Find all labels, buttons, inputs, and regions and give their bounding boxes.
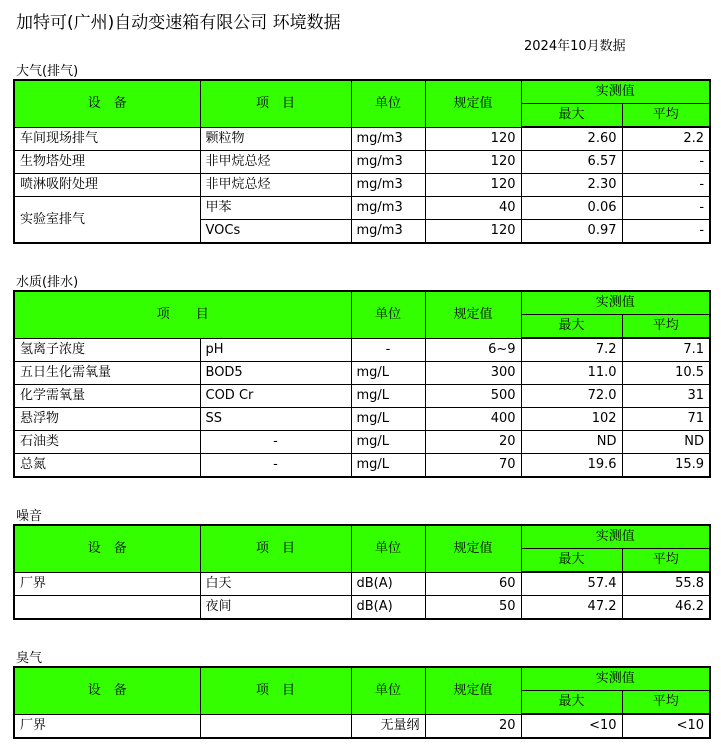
cell-avg: <10 — [622, 714, 710, 738]
header-measured: 实测值 — [521, 667, 710, 691]
cell-max: 47.2 — [521, 596, 622, 620]
section-noise-title: 噪音 — [16, 509, 43, 524]
cell-avg: 31 — [622, 385, 710, 408]
cell-item: 非甲烷总烃 — [200, 174, 351, 197]
table-row — [14, 596, 710, 620]
water-table — [13, 290, 711, 478]
table-row — [14, 572, 710, 596]
cell-unit: dB(A) — [351, 572, 425, 596]
cell-max: 19.6 — [521, 454, 622, 478]
cell-equipment: 喷淋吸附处理 — [14, 174, 200, 197]
section-air-title: 大气(排气) — [16, 64, 79, 79]
cell-equipment: 实验室排气 — [14, 197, 200, 244]
header-equipment: 设 备 — [14, 525, 200, 572]
cell-avg: - — [622, 174, 710, 197]
cell-name: 总氮 — [14, 454, 200, 478]
cell-max: 11.0 — [521, 362, 622, 385]
table-row — [14, 362, 710, 385]
table-row — [14, 454, 710, 478]
cell-standard: 120 — [425, 220, 521, 244]
cell-avg: 55.8 — [622, 572, 710, 596]
page-title: 加特可(广州)自动变速箱有限公司 环境数据 — [16, 13, 341, 33]
cell-name: 化学需氧量 — [14, 385, 200, 408]
header-item: 项 目 — [200, 525, 351, 572]
cell-item: 夜间 — [200, 596, 351, 620]
section-odor-title: 臭气 — [16, 651, 43, 666]
cell-avg: - — [622, 197, 710, 220]
cell-standard: 120 — [425, 151, 521, 174]
cell-standard: 20 — [425, 431, 521, 454]
cell-unit: mg/m3 — [351, 220, 425, 244]
table-row — [14, 714, 710, 738]
cell-max: 6.57 — [521, 151, 622, 174]
cell-item: 颗粒物 — [200, 127, 351, 151]
header-unit: 单位 — [351, 80, 425, 127]
cell-standard: 70 — [425, 454, 521, 478]
cell-max: 7.2 — [521, 338, 622, 362]
table-row — [14, 127, 710, 151]
cell-unit: mg/L — [351, 408, 425, 431]
header-equipment: 设 备 — [14, 667, 200, 714]
cell-avg: 10.5 — [622, 362, 710, 385]
header-measured: 实测值 — [521, 291, 710, 315]
cell-unit: 无量纲 — [351, 714, 425, 738]
cell-avg: 2.2 — [622, 127, 710, 151]
header-item: 项 目 — [200, 667, 351, 714]
table-row — [14, 408, 710, 431]
header-item: 项 目 — [14, 291, 351, 338]
cell-unit: mg/L — [351, 431, 425, 454]
header-unit: 单位 — [351, 525, 425, 572]
header-standard: 规定值 — [425, 291, 521, 338]
cell-avg: 7.1 — [622, 338, 710, 362]
table-row — [14, 385, 710, 408]
header-max: 最大 — [521, 549, 622, 573]
cell-unit: mg/L — [351, 385, 425, 408]
cell-standard: 300 — [425, 362, 521, 385]
cell-code: - — [200, 454, 351, 478]
header-unit: 单位 — [351, 291, 425, 338]
header-equipment: 设 备 — [14, 80, 200, 127]
cell-item — [200, 714, 351, 738]
cell-avg: 46.2 — [622, 596, 710, 620]
cell-avg: 71 — [622, 408, 710, 431]
cell-standard: 50 — [425, 596, 521, 620]
cell-code: SS — [200, 408, 351, 431]
cell-avg: 15.9 — [622, 454, 710, 478]
header-avg: 平均 — [622, 104, 710, 128]
cell-unit: - — [351, 338, 425, 362]
cell-avg: ND — [622, 431, 710, 454]
cell-standard: 400 — [425, 408, 521, 431]
table-row — [14, 151, 710, 174]
cell-item: VOCs — [200, 220, 351, 244]
cell-max: 2.30 — [521, 174, 622, 197]
header-standard: 规定值 — [425, 667, 521, 714]
air-table — [13, 79, 711, 244]
cell-name: 五日生化需氧量 — [14, 362, 200, 385]
header-standard: 规定值 — [425, 525, 521, 572]
odor-table — [13, 666, 711, 739]
table-row — [14, 431, 710, 454]
cell-standard: 20 — [425, 714, 521, 738]
header-unit: 单位 — [351, 667, 425, 714]
cell-equipment: 厂界 — [14, 572, 200, 596]
cell-code: COD Cr — [200, 385, 351, 408]
cell-code: pH — [200, 338, 351, 362]
cell-max: 57.4 — [521, 572, 622, 596]
noise-table — [13, 524, 711, 620]
cell-code: BOD5 — [200, 362, 351, 385]
cell-item: 非甲烷总烃 — [200, 151, 351, 174]
cell-equipment: 厂界 — [14, 714, 200, 738]
cell-unit: mg/L — [351, 362, 425, 385]
cell-avg: - — [622, 151, 710, 174]
cell-standard: 6~9 — [425, 338, 521, 362]
table-row — [14, 197, 710, 220]
cell-max: 0.06 — [521, 197, 622, 220]
header-max: 最大 — [521, 691, 622, 715]
cell-max: 0.97 — [521, 220, 622, 244]
cell-standard: 120 — [425, 127, 521, 151]
cell-unit: mg/m3 — [351, 151, 425, 174]
cell-item: 甲苯 — [200, 197, 351, 220]
header-max: 最大 — [521, 104, 622, 128]
cell-unit: mg/m3 — [351, 174, 425, 197]
table-row — [14, 338, 710, 362]
cell-standard: 40 — [425, 197, 521, 220]
header-item: 项 目 — [200, 80, 351, 127]
cell-standard: 120 — [425, 174, 521, 197]
cell-max: ND — [521, 431, 622, 454]
report-date: 2024年10月数据 — [524, 39, 626, 54]
header-measured: 实测值 — [521, 80, 710, 104]
cell-standard: 500 — [425, 385, 521, 408]
cell-unit: mg/m3 — [351, 197, 425, 220]
header-standard: 规定值 — [425, 80, 521, 127]
cell-name: 石油类 — [14, 431, 200, 454]
cell-unit: dB(A) — [351, 596, 425, 620]
cell-max: 72.0 — [521, 385, 622, 408]
table-row — [14, 174, 710, 197]
header-avg: 平均 — [622, 549, 710, 573]
cell-unit: mg/L — [351, 454, 425, 478]
cell-max: <10 — [521, 714, 622, 738]
section-water-title: 水质(排水) — [16, 275, 79, 290]
cell-avg: - — [622, 220, 710, 244]
cell-code: - — [200, 431, 351, 454]
header-avg: 平均 — [622, 315, 710, 339]
cell-item: 白天 — [200, 572, 351, 596]
cell-equipment: 生物塔处理 — [14, 151, 200, 174]
cell-name: 悬浮物 — [14, 408, 200, 431]
header-max: 最大 — [521, 315, 622, 339]
cell-name: 氢离子浓度 — [14, 338, 200, 362]
cell-equipment: 车间现场排气 — [14, 127, 200, 151]
cell-standard: 60 — [425, 572, 521, 596]
header-measured: 实测值 — [521, 525, 710, 549]
cell-max: 2.60 — [521, 127, 622, 151]
cell-max: 102 — [521, 408, 622, 431]
cell-unit: mg/m3 — [351, 127, 425, 151]
header-avg: 平均 — [622, 691, 710, 715]
cell-equipment — [14, 596, 200, 620]
